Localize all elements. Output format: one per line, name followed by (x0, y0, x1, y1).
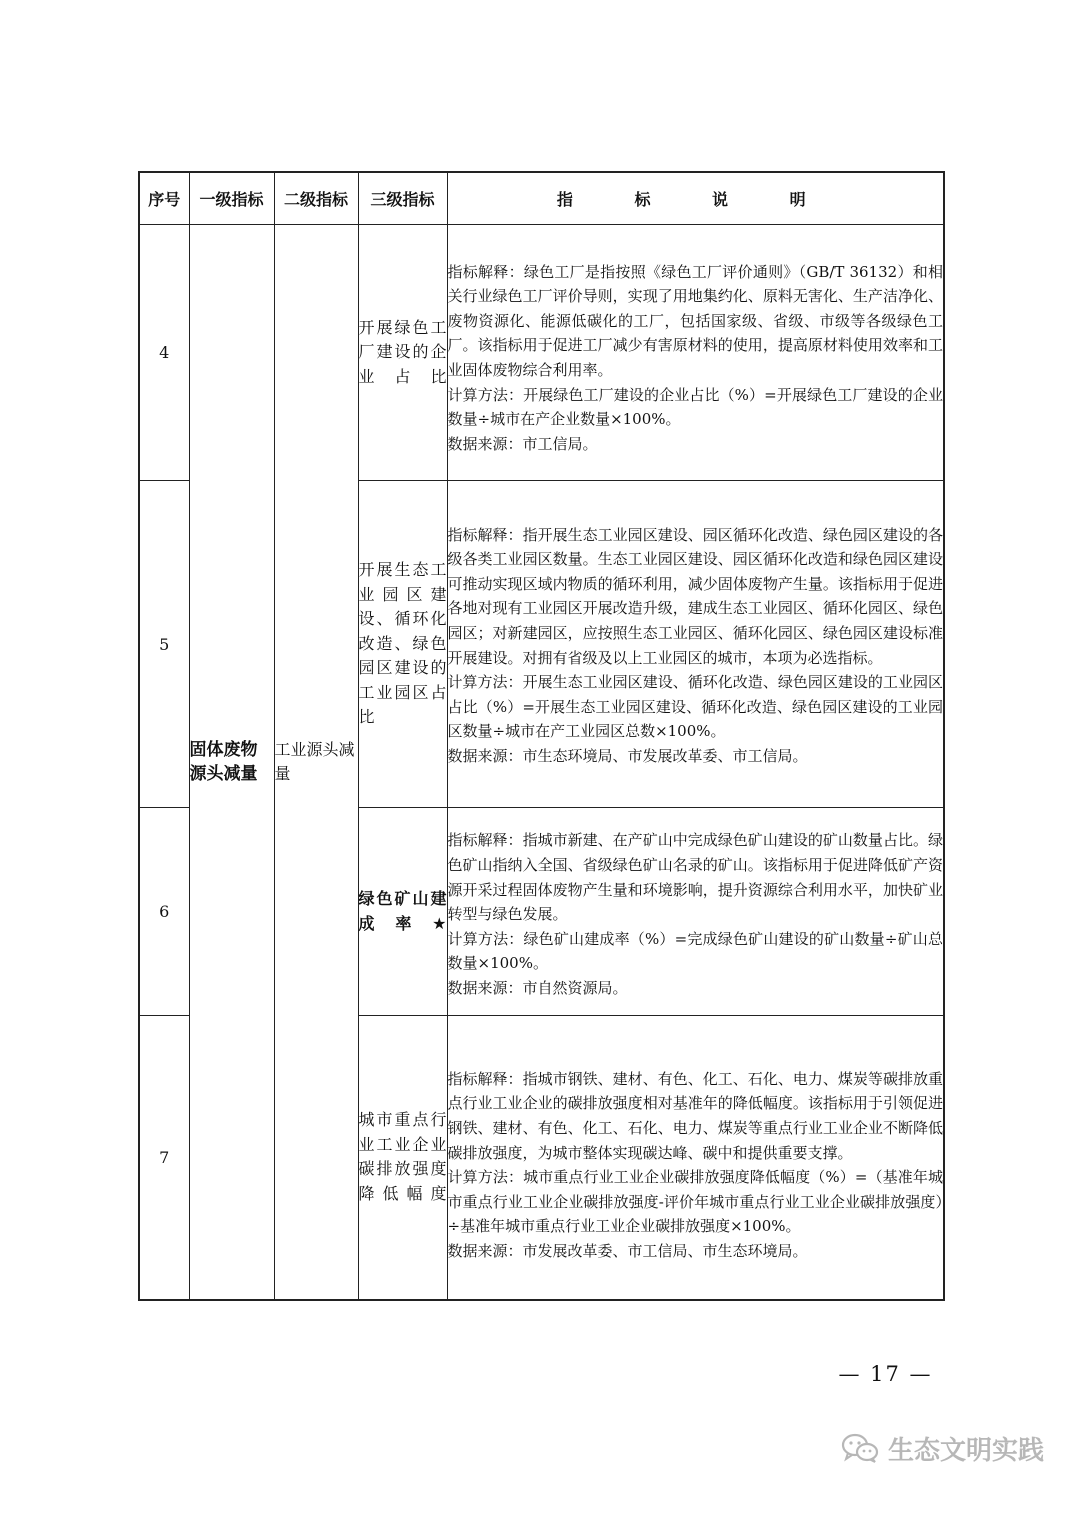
header-seq: 序号 (139, 172, 189, 225)
desc-explanation: 指标解释：指城市钢铁、建材、有色、化工、石化、电力、煤炭等碳排放重点行业工业企业的碳排放强度相对基准年的降低幅度。该指标用于引领促进钢铁、建材、有色、化工、石化、电力、煤炭等重点行业工业企业不断降低碳排放强度，为城市整体实现碳达峰、碳中和提供重要支撑。 (447, 1069, 943, 1162)
desc-explanation: 指标解释：指开展生态工业园区建设、园区循环化改造、绿色园区建设的各级各类工业园区数量。生态工业园区建设、园区循环化改造和绿色园区建设可推动实现区域内物质的循环利用，减少固体废物产生量。该指标用于促进各地对现有工业园区开展改造升级，建成生态工业园区、循环化园区、绿色园区；对新建园区，应按照生态工业园区、循环化园区、绿色园区建设标准开展建设。对拥有省级及以上工业园区的城市，本项为必选指标。 (447, 525, 943, 667)
row-seq: 6 (139, 808, 189, 1016)
desc-source: 数据来源：市工信局。 (447, 434, 598, 453)
header-level1: 一级指标 (189, 172, 274, 225)
level3-cell: 城市重点行业工业企业碳排放强度降低幅度 (358, 1016, 447, 1300)
row-seq: 4 (139, 225, 189, 481)
page-number: — 17 — (838, 1362, 933, 1386)
level3-cell: 开展绿色工厂建设的企业占比 (358, 225, 447, 481)
description-cell (447, 808, 944, 1016)
desc-source: 数据来源：市自然资源局。 (447, 978, 628, 997)
row-seq: 5 (139, 481, 189, 808)
header-description: 指 标 说 明 (447, 172, 944, 225)
desc-method: 计算方法：城市重点行业工业企业碳排放强度降低幅度（%）=（基准年城市重点行业工业企业碳排放强度-评价年城市重点行业工业企业碳排放强度）÷基准年城市重点行业工业企业碳排放强度×100%。 (447, 1168, 943, 1236)
table-header-row (139, 172, 944, 225)
header-level3: 三级指标 (358, 172, 447, 225)
wechat-icon (840, 1431, 880, 1465)
indicator-table (138, 171, 945, 1301)
table-row (139, 225, 944, 481)
desc-source: 数据来源：市生态环境局、市发展改革委、市工信局。 (447, 746, 808, 765)
watermark (840, 1428, 1044, 1468)
level3-cell: 开展生态工业园区建设、循环化改造、绿色园区建设的工业园区占比 (358, 481, 447, 808)
description-cell (447, 1016, 944, 1300)
description-cell (447, 481, 944, 808)
level1-cell: 固体废物源头减量 (189, 225, 274, 1300)
row-seq: 7 (139, 1016, 189, 1300)
desc-method: 计算方法：开展绿色工厂建设的企业占比（%）=开展绿色工厂建设的企业数量÷城市在产企业数量×100%。 (447, 385, 943, 429)
level2-cell: 工业源头减量 (274, 225, 358, 1300)
level3-cell: 绿色矿山建成率★ (358, 808, 447, 1016)
header-level2: 二级指标 (274, 172, 358, 225)
desc-method: 计算方法：开展生态工业园区建设、循环化改造、绿色园区建设的工业园区占比（%）=开展生态工业园区建设、循环化改造、绿色园区建设的工业园区数量÷城市在产工业园区总数×100%。 (447, 673, 943, 741)
desc-explanation: 指标解释：绿色工厂是指按照《绿色工厂评价通则》（GB/T 36132）和相关行业绿色工厂评价导则，实现了用地集约化、原料无害化、生产洁净化、废物资源化、能源低碳化的工厂，包括国家级、省级、市级等各级绿色工厂。该指标用于促进工厂减少有害原材料的使用，提高原材料使用效率和工业固体废物综合利用率。 (447, 262, 943, 379)
desc-source: 数据来源：市发展改革委、市工信局、市生态环境局。 (447, 1242, 808, 1261)
description-cell (447, 225, 944, 481)
desc-method: 计算方法：绿色矿山建成率（%）=完成绿色矿山建设的矿山数量÷矿山总数量×100%。 (447, 929, 943, 973)
watermark-text: 生态文明实践 (888, 1435, 1045, 1466)
desc-explanation: 指标解释：指城市新建、在产矿山中完成绿色矿山建设的矿山数量占比。绿色矿山指纳入全国、省级绿色矿山名录的矿山。该指标用于促进降低矿产资源开采过程固体废物产生量和环境影响，提升资源综合利用水平，加快矿业转型与绿色发展。 (447, 831, 943, 924)
